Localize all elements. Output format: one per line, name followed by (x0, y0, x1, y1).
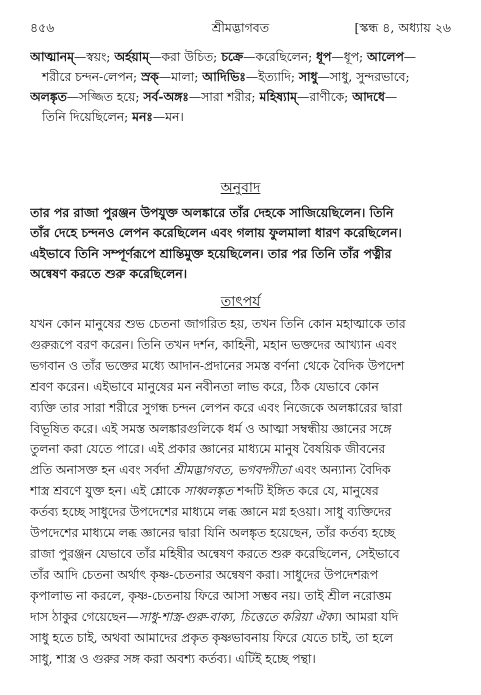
sanskrit-term: আদিভিঃ (202, 69, 246, 84)
purport-text-run: গুরুরূপে বরণ করেন। তিনি তখন দর্শন, কাহিনী, মহান ভক্তদের আখ্যান এবং (30, 337, 397, 352)
sanskrit-term: অলঙ্কৃত (30, 89, 67, 104)
term-meaning: —স্বয়ং; (73, 50, 115, 64)
purport-text-run: দাস ঠাকুর গেয়েছেন— (30, 609, 139, 624)
purport-line (30, 649, 455, 670)
purport-text-run: শব্দটি ইঙ্গিত করে যে, মানুষের (233, 484, 379, 499)
term-meaning: —করেছিলেন; (243, 50, 317, 64)
purport-line (30, 628, 455, 649)
term-meaning: —ধূপ; (331, 50, 367, 64)
purport-line (30, 377, 455, 398)
term-meaning: —রাণীকে; (297, 90, 353, 104)
purport-line (30, 586, 455, 607)
purport-line (30, 565, 455, 586)
word-synonyms (30, 47, 455, 127)
purport-text-run: উপদেশের মাধ্যমে লব্ধ জ্ঞানের দ্বারা যিনি অলঙ্কৃত হয়েছেন, তাঁর কর্তব্য হচ্ছে (30, 526, 395, 541)
purport-line (30, 419, 455, 440)
purport-text-run: প্রতি অনাসক্ত হন এবং সর্বদা (30, 463, 174, 478)
translation-line: তাঁর দেহে চন্দনও লেপন করেছিলেন এবং গলায় ফুলমালা ধারণ করেছিলেন। (30, 225, 402, 241)
sanskrit-term: ধূপ (316, 49, 332, 64)
sanskrit-term: আদধে (352, 89, 385, 104)
book-title: শ্রীমদ্ভাগবত (211, 20, 270, 35)
term-meaning: —সজ্জিত হয়ে; (66, 90, 144, 104)
purport-text-run: এবং অন্যান্য বৈদিক (290, 463, 391, 478)
cited-text: সাধু-শাস্ত্র-গুরু-বাক্য, চিত্তেতে করিয়া ঐক্য (138, 609, 338, 624)
purport-line (30, 335, 455, 356)
purport-text (30, 314, 455, 669)
term-meaning: — (384, 90, 398, 104)
purport-line (30, 481, 455, 502)
purport-line (30, 523, 455, 544)
cited-text: সাধ্বলঙ্কৃত (184, 484, 234, 499)
synonym-line (30, 87, 455, 107)
purport-line (30, 502, 455, 523)
purport-line (30, 356, 455, 377)
purport-line (30, 460, 455, 481)
purport-line (30, 398, 455, 419)
purport-text-run: বিভূষিত করে। এই সমস্ত অলঙ্কারগুলিকে ধর্ম ও আত্মা সম্বন্ধীয় জ্ঞানের সঙ্গে (30, 421, 392, 436)
translation-heading: অনুবাদ (220, 180, 261, 196)
page-number: ৪৫৬ (30, 20, 55, 35)
chapter-reference: [স্কন্ধ ৪, অধ্যায় ২৬ (354, 20, 451, 35)
purport-text-run: রাজা পুরঞ্জন যেভাবে তাঁর মহিষীর অন্বেষণ করতে শুরু করেছিলেন, সেইভাবে (30, 546, 400, 561)
translation-text (30, 203, 455, 284)
term-meaning: — (403, 50, 417, 64)
purport-line (30, 544, 455, 565)
purport-text-run: ভগবান ও তাঁর ভক্তের মধ্যে আদান-প্রদানের সমস্ত বর্ণনা থেকে বৈদিক উপদেশ (30, 358, 405, 373)
purport-line (30, 607, 455, 628)
term-meaning: তিনি দিয়েছিলেন; (42, 110, 133, 124)
term-meaning: —সারা শরীর; (188, 90, 260, 104)
term-meaning: শরীরে চন্দন-লেপন; (42, 70, 142, 84)
sanskrit-term: স্রক্ (141, 69, 159, 84)
translation-line: তার পর রাজা পুরঞ্জন উপযুক্ত অলঙ্কারে তাঁর দেহকে সাজিয়েছিলেন। তিনি (30, 205, 394, 220)
sanskrit-term: সর্ব-অঙ্গঃ (143, 89, 189, 104)
term-meaning: —ইত্যাদি; (245, 70, 299, 84)
purport-line (30, 439, 455, 460)
translation-line: অন্বেষণ করতে শুরু করেছিলেন। (30, 265, 188, 281)
purport-text-run: তুলনা করা যেতে পারে। এই প্রকার জ্ঞানের মাধ্যমে মানুষ বৈষয়িক জীবনের (30, 442, 386, 457)
sanskrit-term: চক্রে (221, 49, 244, 64)
synonym-line (30, 67, 455, 87)
sanskrit-term: অর্হয়াম্ (114, 49, 150, 64)
running-header (30, 20, 451, 38)
purport-text-run: ব্যক্তি তার সারা শরীরে সুগন্ধ চন্দন লেপন করে এবং নিজেকে অলঙ্কারের দ্বারা (30, 400, 403, 415)
sanskrit-term: আত্মানম্ (30, 49, 74, 64)
sanskrit-term: মনঃ (132, 109, 153, 124)
synonym-line (30, 107, 455, 127)
sanskrit-term: মহিষ্যাম্ (259, 89, 298, 104)
term-meaning: —মালা; (158, 70, 203, 84)
term-meaning: —মন। (152, 110, 184, 124)
purport-text-run: সাধু, শাস্ত্র ও গুরুর সঙ্গ করা অবশ্য কর্তব্য। এটিই হচ্ছে পন্থা। (30, 651, 316, 666)
purport-text-run: শাস্ত্র শ্রবণে যুক্ত হন। এই শ্লোকে (30, 484, 185, 499)
purport-text-run: কৃপালাভ না করলে, কৃষ্ণ-চেতনায় ফিরে আসা সম্ভব নয়। তাই শ্রীল নরোত্তম (30, 588, 392, 603)
purport-text-run: তাঁর আদি চেতনা অর্থাৎ কৃষ্ণ-চেতনার অন্বেষণ করা। সাধুদের উপদেশরূপ (30, 567, 378, 582)
translation-line: এইভাবে তিনি সম্পূর্ণরূপে শ্রান্তিমুক্ত হয়েছিলেন। তার পর তিনি তাঁর পত্নীর (30, 245, 392, 261)
purport-text-run: শ্রবণ করেন। এইভাবে মানুষের মন নবীনতা লাভ করে, ঠিক যেভাবে কোন (30, 379, 379, 394)
purport-text-run: কর্তব্য হচ্ছে সাধুদের উপদেশের মাধ্যমে লব্ধ জ্ঞানে মগ্ন হওয়া। সাধু ব্যক্তিদের (30, 505, 392, 520)
term-meaning: —সাধু, সুন্দরভাবে; (317, 70, 410, 84)
purport-text-run: । আমরা যদি (337, 609, 399, 624)
purport-line (30, 314, 455, 335)
term-meaning: —করা উচিত; (149, 50, 222, 64)
purport-text-run: যখন কোন মানুষের শুভ চেতনা জাগরিত হয়, তখন তিনি কোন মহাত্মাকে তার (30, 317, 406, 331)
sanskrit-term: সাধু (298, 69, 318, 84)
cited-text: শ্রীমদ্ভাগবত, ভগবদ্গীতা (173, 463, 291, 478)
sanskrit-term: আলেপ (367, 49, 404, 64)
purport-heading: তাৎপর্য (220, 294, 261, 310)
synonym-line (30, 47, 455, 67)
purport-text-run: সাধু হতে চাই, অথবা আমাদের প্রকৃত কৃষ্ণভাবনায় ফিরে যেতে চাই, তা হলে (30, 630, 393, 645)
